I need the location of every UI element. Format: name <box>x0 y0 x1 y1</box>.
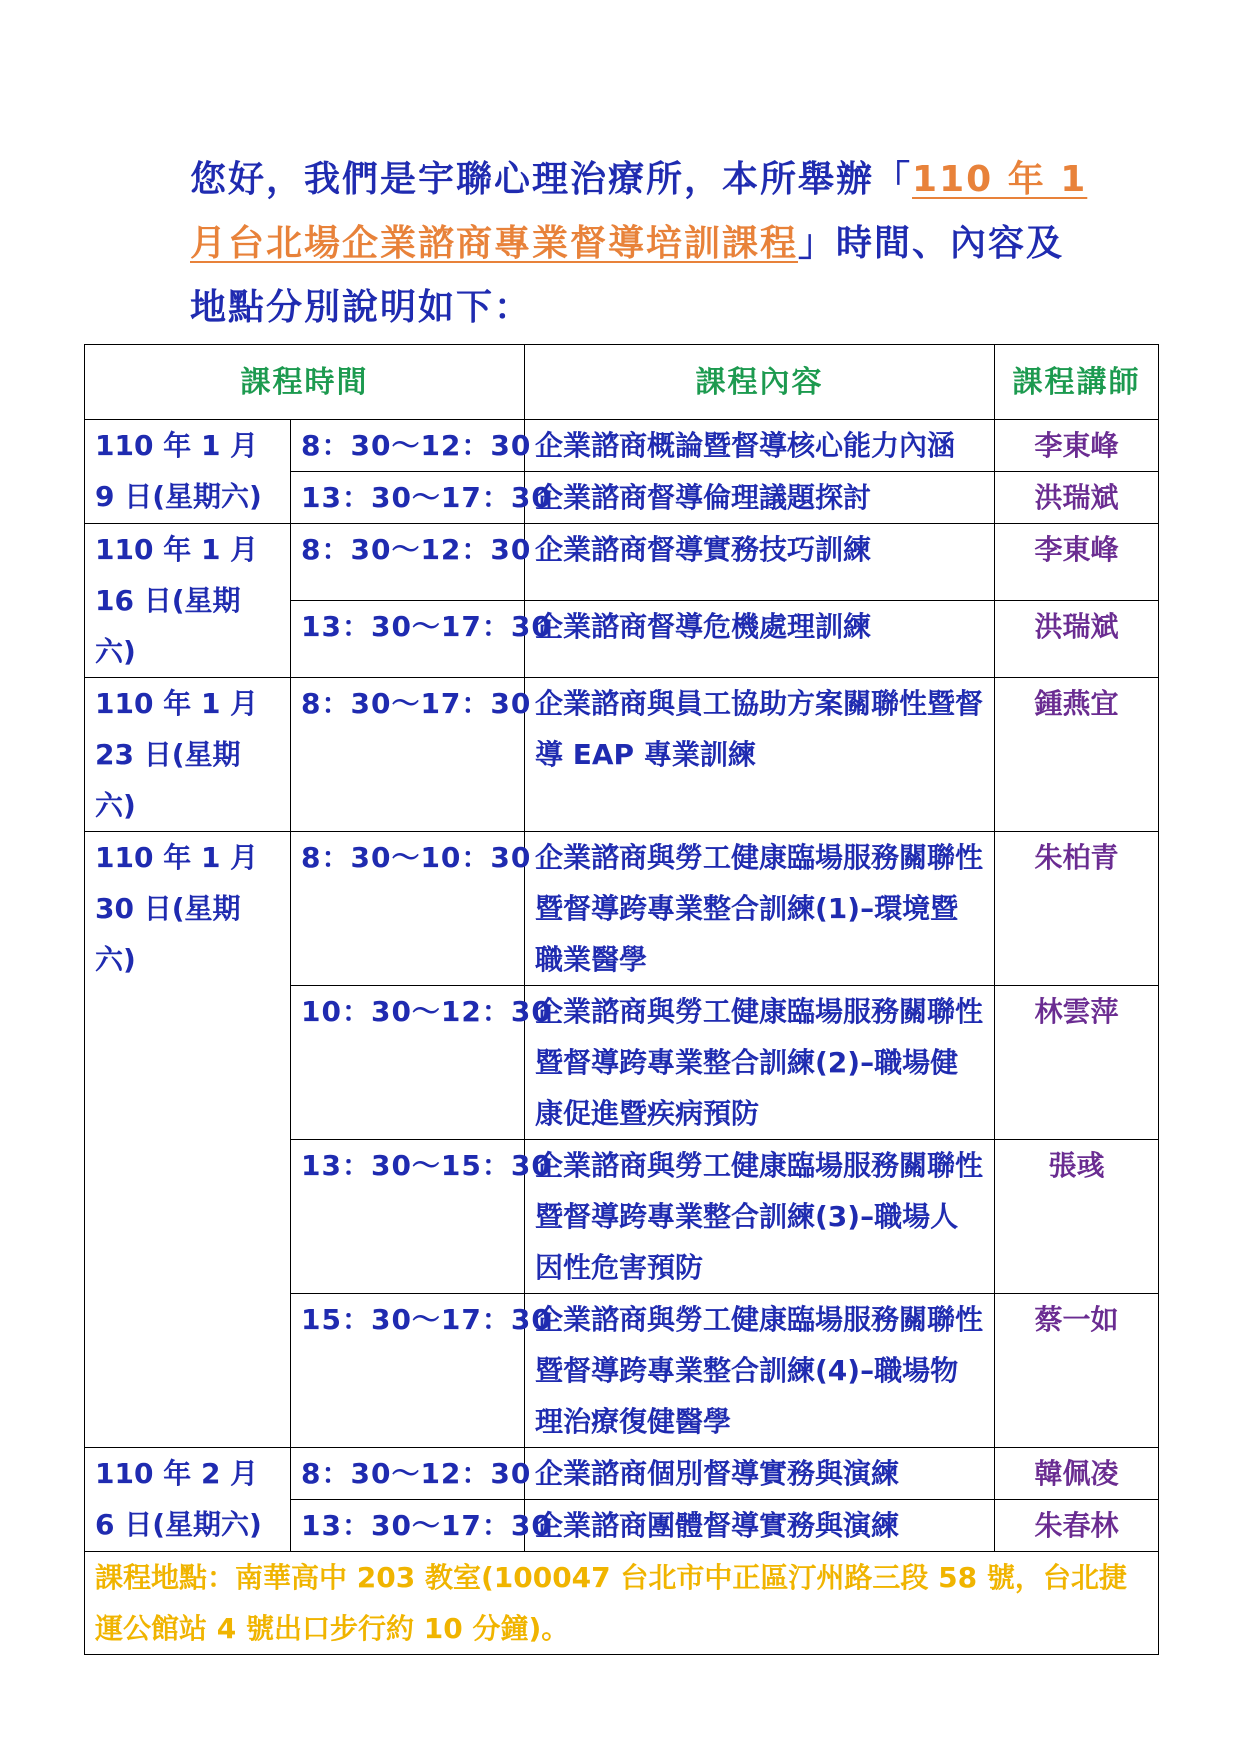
session-date: 110 年 1 月 9 日(星期六) <box>85 420 291 524</box>
table-row <box>85 832 1159 986</box>
table-row <box>85 1448 1159 1500</box>
session-time: 8：30～17：30 <box>291 678 525 832</box>
session-content: 企業諮商與勞工健康臨場服務關聯性暨督導跨專業整合訓練(1)–環境暨職業醫學 <box>525 832 995 986</box>
session-teacher: 李東峰 <box>995 524 1159 601</box>
session-teacher: 洪瑞斌 <box>995 601 1159 678</box>
header-teacher: 課程講師 <box>995 345 1159 420</box>
session-content: 企業諮商督導危機處理訓練 <box>525 601 995 678</box>
session-time: 10：30～12：30 <box>291 986 525 1140</box>
header-time: 課程時間 <box>85 345 525 420</box>
session-content: 企業諮商與勞工健康臨場服務關聯性暨督導跨專業整合訓練(3)–職場人因性危害預防 <box>525 1140 995 1294</box>
table-row <box>85 420 1159 472</box>
session-time: 13：30～17：30 <box>291 601 525 678</box>
session-time: 15：30～17：30 <box>291 1294 525 1448</box>
session-teacher: 韓佩凌 <box>995 1448 1159 1500</box>
table-row <box>85 524 1159 601</box>
session-teacher: 李東峰 <box>995 420 1159 472</box>
session-time: 13：30～15：30 <box>291 1140 525 1294</box>
session-date: 110 年 2 月 6 日(星期六) <box>85 1448 291 1552</box>
intro-text-start: 您好，我們是宇聯心理治療所，本所舉辦「 <box>190 159 913 200</box>
session-date: 110 年 1 月 30 日(星期六) <box>85 832 291 1448</box>
session-time: 13：30～17：30 <box>291 472 525 524</box>
table-row <box>85 678 1159 832</box>
session-content: 企業諮商團體督導實務與演練 <box>525 1500 995 1552</box>
location-row <box>85 1552 1159 1655</box>
session-content: 企業諮商督導倫理議題探討 <box>525 472 995 524</box>
course-location: 課程地點：南華高中 203 教室(100047 台北市中正區汀州路三段 58 號，台北捷運公館站 4 號出口步行約 10 分鐘)。 <box>85 1552 1159 1655</box>
session-content: 企業諮商與員工協助方案關聯性暨督導 EAP 專業訓練 <box>525 678 995 832</box>
session-content: 企業諮商督導實務技巧訓練 <box>525 524 995 601</box>
intro-paragraph <box>190 148 1090 340</box>
intro-text-end: 」時間、內容及地點分別說明如下： <box>190 223 1065 328</box>
session-teacher: 林雲萍 <box>995 986 1159 1140</box>
session-time: 8：30～12：30 <box>291 420 525 472</box>
session-content: 企業諮商概論暨督導核心能力內涵 <box>525 420 995 472</box>
session-time: 8：30～12：30 <box>291 1448 525 1500</box>
session-date: 110 年 1 月 16 日(星期六) <box>85 524 291 678</box>
session-time: 8：30～10：30 <box>291 832 525 986</box>
table-header-row <box>85 345 1159 420</box>
session-teacher: 洪瑞斌 <box>995 472 1159 524</box>
session-time: 8：30～12：30 <box>291 524 525 601</box>
session-teacher: 張彧 <box>995 1140 1159 1294</box>
session-date: 110 年 1 月 23 日(星期六) <box>85 678 291 832</box>
session-teacher: 朱春林 <box>995 1500 1159 1552</box>
session-teacher: 朱柏青 <box>995 832 1159 986</box>
course-title-highlight: 110 年 1 月台北場企業諮商專業督導培訓課程 <box>190 159 1088 264</box>
session-content: 企業諮商與勞工健康臨場服務關聯性暨督導跨專業整合訓練(2)–職場健康促進暨疾病預防 <box>525 986 995 1140</box>
session-time: 13：30～17：30 <box>291 1500 525 1552</box>
session-teacher: 蔡一如 <box>995 1294 1159 1448</box>
session-content: 企業諮商個別督導實務與演練 <box>525 1448 995 1500</box>
header-content: 課程內容 <box>525 345 995 420</box>
schedule-table <box>84 344 1159 1655</box>
session-teacher: 鍾燕宜 <box>995 678 1159 832</box>
session-content: 企業諮商與勞工健康臨場服務關聯性暨督導跨專業整合訓練(4)–職場物理治療復健醫學 <box>525 1294 995 1448</box>
